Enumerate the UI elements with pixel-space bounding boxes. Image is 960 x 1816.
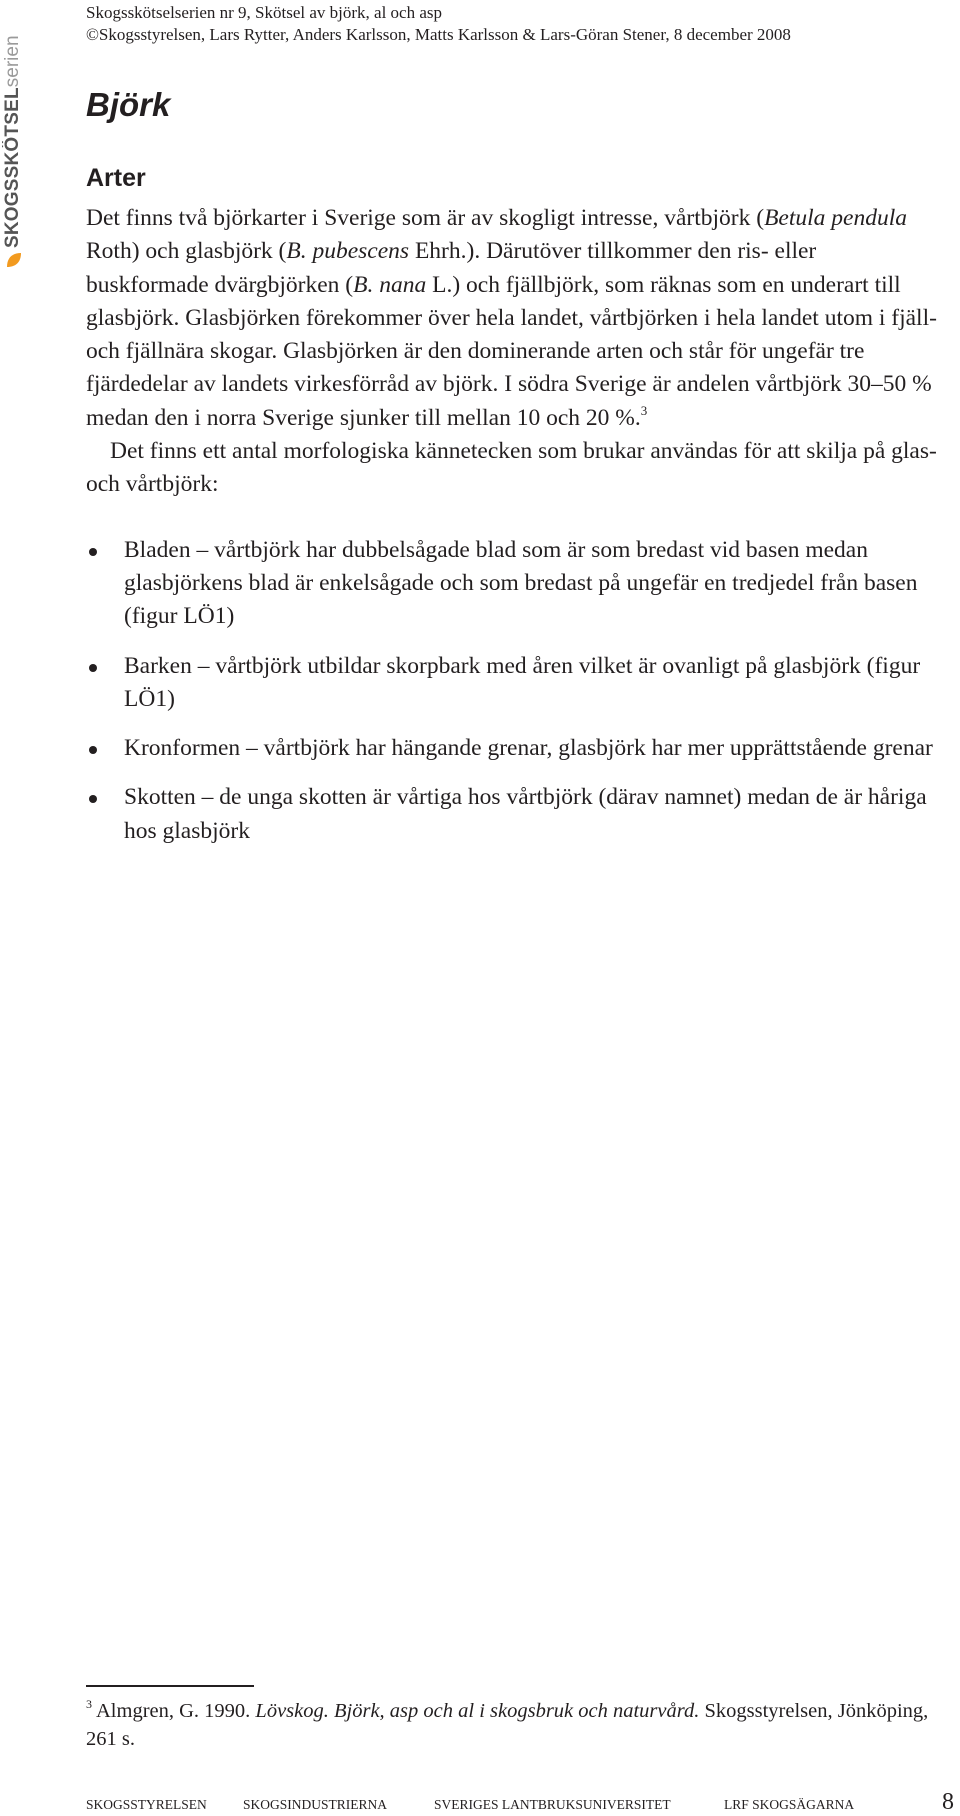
- leaf-icon: [5, 251, 23, 269]
- copyright-line: ©Skogsstyrelsen, Lars Rytter, Anders Karlsson, Matts Karlsson & Lars-Göran Stener, 8 december 2008: [86, 25, 791, 44]
- bullet-icon: [89, 664, 97, 672]
- page-footer: [86, 1789, 958, 1815]
- bullet-icon: [89, 548, 97, 556]
- characteristics-list: [86, 534, 944, 848]
- bullet-icon: [89, 795, 97, 803]
- paragraph-species: Det finns två björkarter i Sverige som är av skogligt intresse, vårtbjörk (Betula pendula Roth) och glasbjörk (B. pubescens Ehrh.). Därutöver tillkommer den ris- eller buskformade dvärgbjörken (B. nana L.) och fjällbjörk, som räknas som en underart till glasbjörk. Glasbjörken förekommer över hela landet, vårtbjörken i hela landet utom i fjäll- och fjällnära skogar. Glasbjörken är den dominerande arten och står för ungefär tre fjärdedelar av landets virkesförråd av björk. I södra Sverige är andelen vårtbjörk 30–50 % medan den i norra Sverige sjunker till mellan 10 och 20 %.$^3$: [86, 205, 937, 431]
- page-header: [86, 2, 791, 46]
- logo-wordmark: SKOGSSKÖTSELserien: [2, 35, 23, 248]
- list-item: Barken – vårtbjörk utbildar skorpbark med åren vilket är ovanligt på glasbjörk (figur LÖ1): [86, 650, 944, 717]
- footer-org-skogsstyrelsen: SKOGSSTYRELSEN: [86, 1797, 207, 1812]
- section-heading: Arter: [86, 164, 146, 192]
- page-title: Björk: [86, 86, 171, 123]
- series-line: Skogsskötselserien nr 9, Skötsel av björk, al och asp: [86, 3, 443, 22]
- footnote-divider: [86, 1685, 254, 1687]
- skogsskotsel-logo: [2, 35, 30, 258]
- footer-org-skogsindustrierna: SKOGSINDUSTRIERNA: [243, 1797, 388, 1812]
- list-item: Skotten – de unga skotten är vårtiga hos vårtbjörk (därav namnet) medan de är håriga hos glasbjörk: [86, 781, 944, 848]
- footnote: $^3$ Almgren, G. 1990. Lövskog. Björk, asp och al i skogsbruk och naturvård. Skogsstyrelsen, Jönköping, 261 s.: [86, 1697, 929, 1750]
- paragraph-characteristics: Det finns ett antal morfologiska kännetecken som brukar användas för att skilja på glas- och vårtbjörk:: [86, 438, 937, 498]
- bullet-icon: [89, 746, 97, 754]
- footnote-reference: 3: [640, 402, 648, 418]
- list-item: Bladen – vårtbjörk har dubbelsågade blad som är som bredast vid basen medan glasbjörkens blad är enkelsågade och som bredast på ungefär en tredjedel från basen (figur LÖ1): [86, 534, 944, 634]
- page-number: 8: [942, 1789, 954, 1815]
- footer-org-lrf: LRF SKOGSÄGARNA: [724, 1797, 855, 1812]
- footnote-number: 3: [86, 1697, 92, 1711]
- footer-org-slu: SVERIGES LANTBRUKSUNIVERSITET: [434, 1797, 671, 1812]
- body-text: [86, 202, 944, 864]
- list-item: Kronformen – vårtbjörk har hängande grenar, glasbjörk har mer upprättstående grenar: [86, 732, 944, 765]
